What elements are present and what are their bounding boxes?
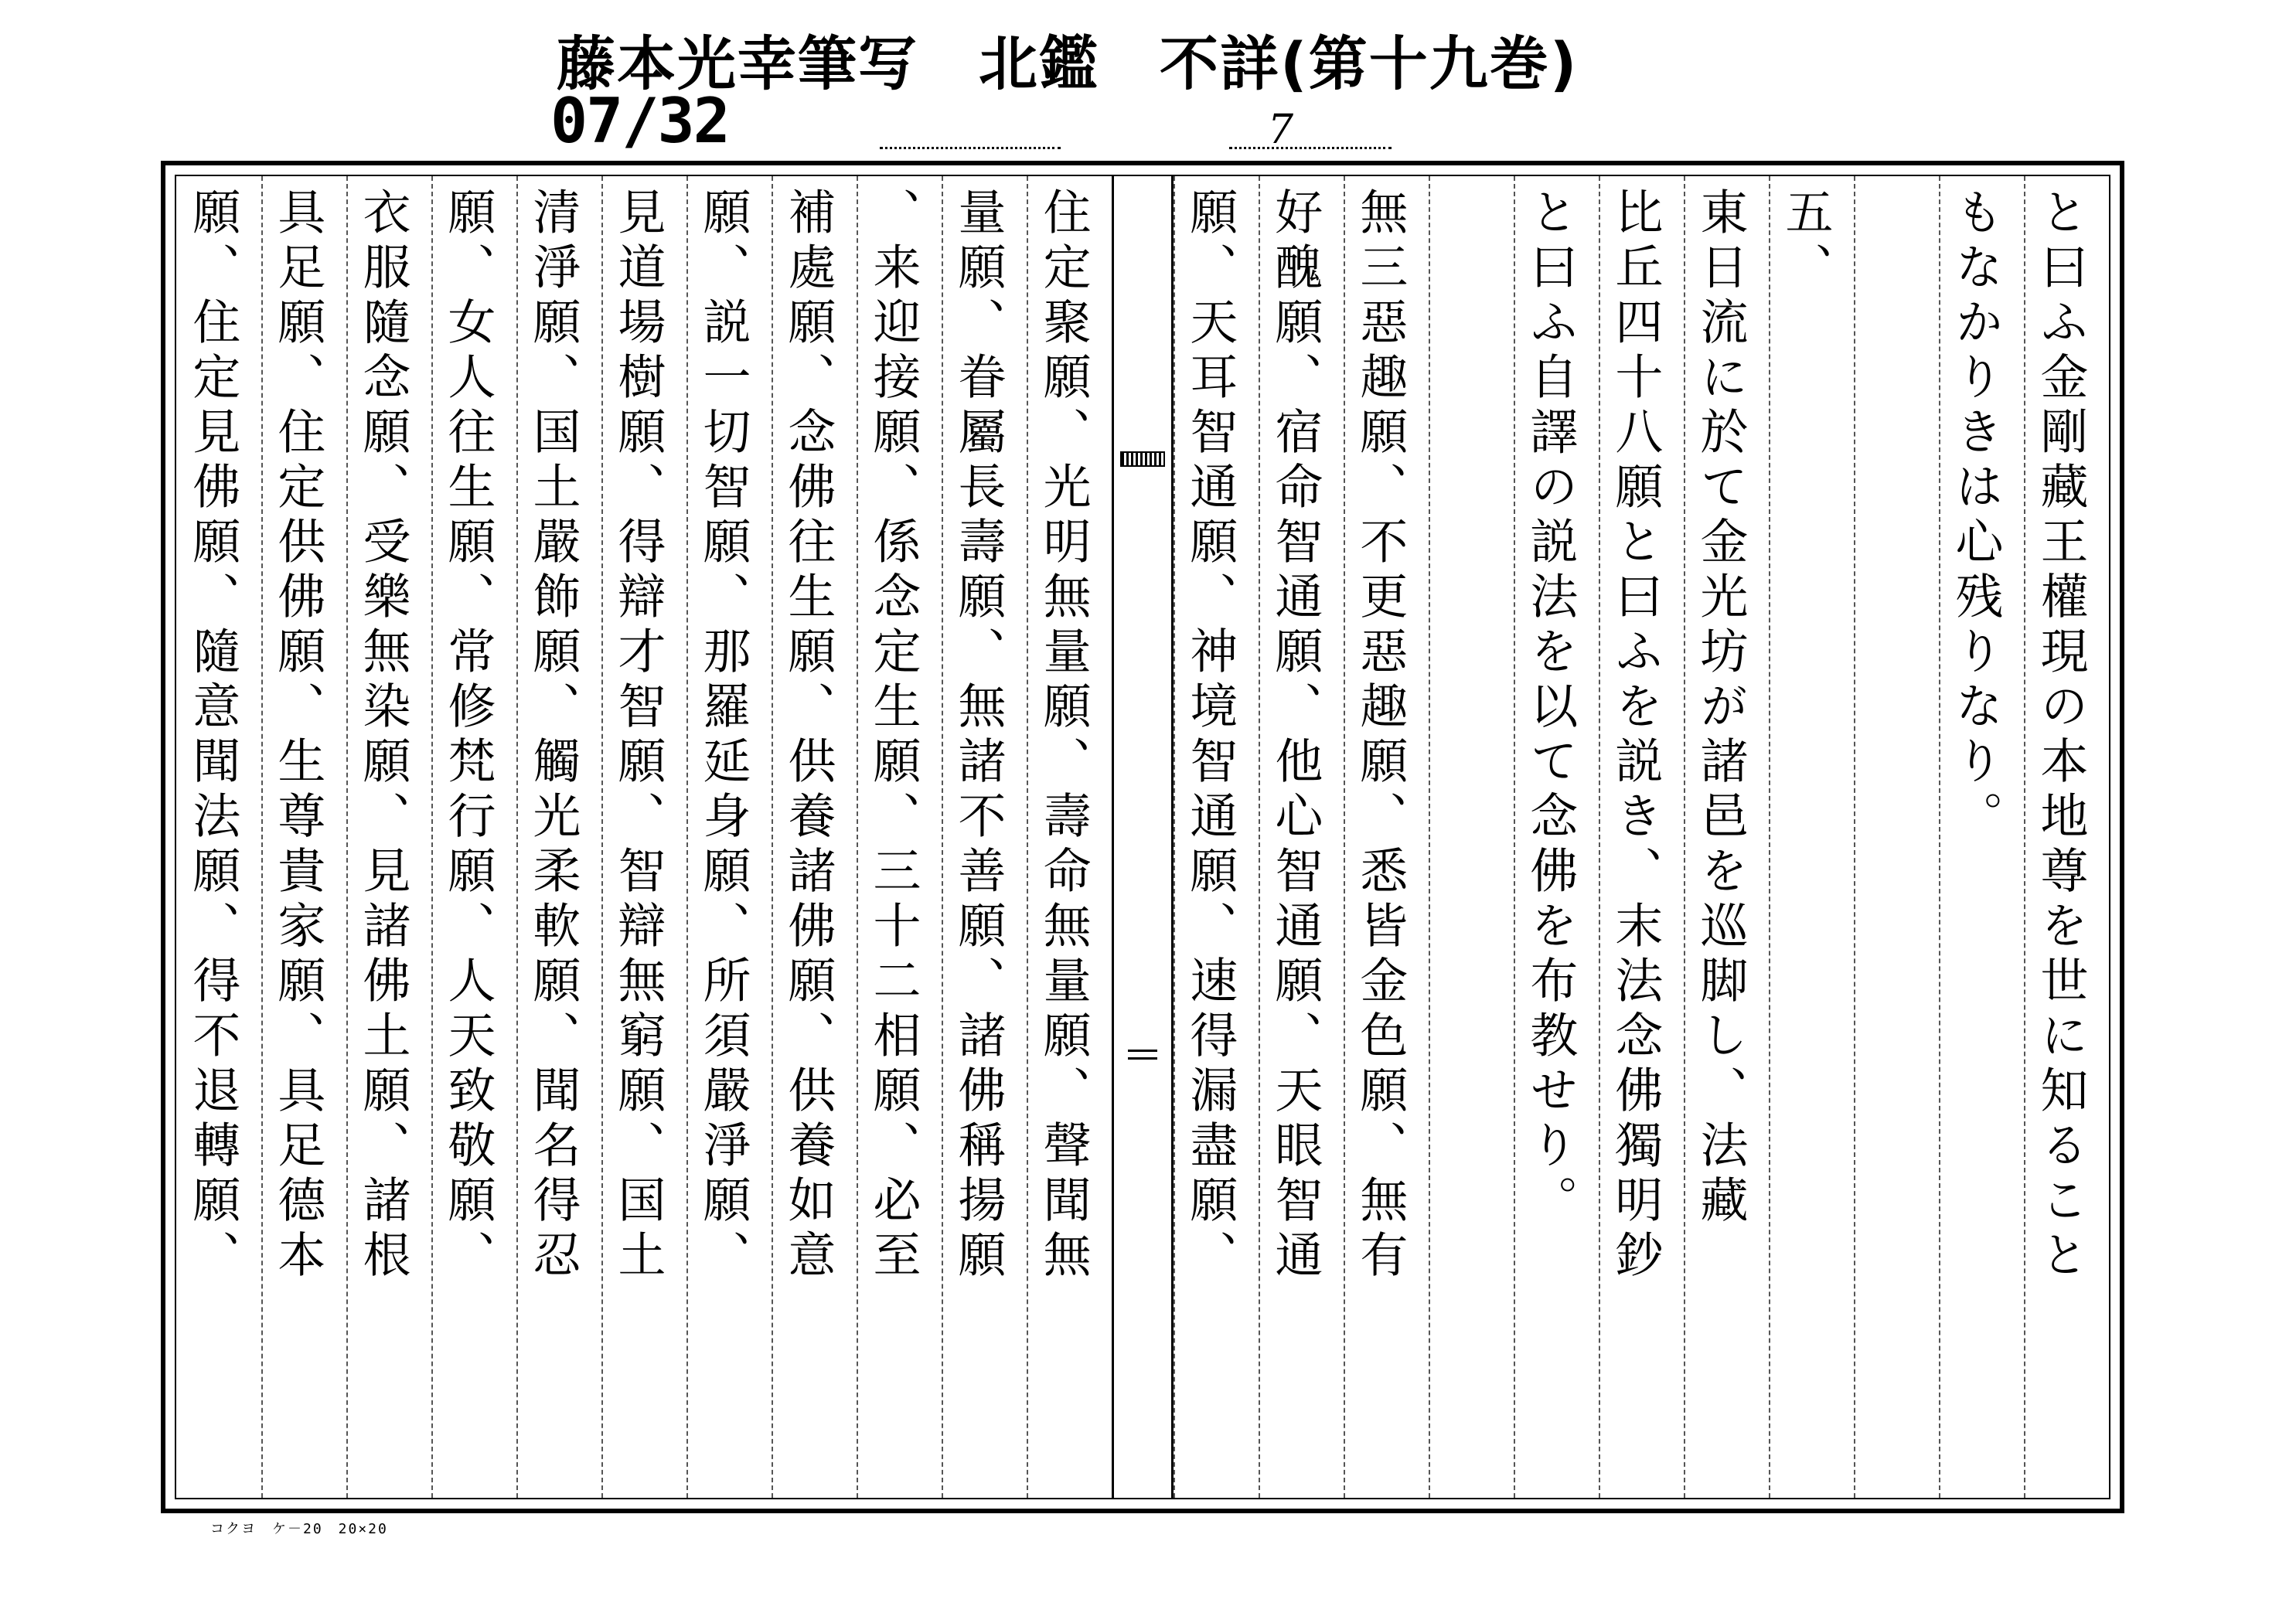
column-text — [1855, 187, 1939, 1498]
column-text: 願、住定見佛願、隨意聞法願、得不退轉願、 — [184, 187, 241, 1284]
center-gutter — [1112, 176, 1174, 1498]
manuscript-column — [176, 176, 261, 1498]
manuscript-column — [1027, 176, 1112, 1498]
gutter-fold-mark — [1120, 451, 1165, 467]
column-text: 無三惡趣願、不更惡趣願、悉皆金色願、無有 — [1351, 187, 1409, 1284]
manuscript-column — [1174, 176, 1259, 1498]
column-text: 補處願、念佛往生願、供養諸佛願、供養如意 — [780, 187, 837, 1284]
manuscript-column — [942, 176, 1027, 1498]
column-text: と曰ふ金剛藏王權現の本地尊を世に知ること — [2032, 187, 2089, 1284]
column-text: 、来迎接願、係念定生願、三十二相願、必至 — [865, 187, 922, 1284]
manuscript-column — [1854, 176, 1939, 1498]
dotted-line-right — [1229, 147, 1392, 149]
gutter-center-rule — [1128, 1050, 1157, 1052]
column-text: 見道場樹願、得辯才智願、智辯無窮願、国土 — [609, 187, 666, 1284]
manuscript-column — [2024, 176, 2109, 1498]
manuscript-column — [857, 176, 942, 1498]
column-text: 量願、眷屬長壽願、無諸不善願、諸佛稱揚願 — [950, 187, 1007, 1284]
page-number: 7 — [1268, 107, 1294, 153]
manuscript-paper — [161, 161, 2124, 1513]
manuscript-column — [516, 176, 601, 1498]
column-text: 願、女人往生願、常修梵行願、人天致敬願、 — [439, 187, 496, 1284]
column-text: 好醜願、宿命智通願、他心智通願、天眼智通 — [1266, 187, 1323, 1284]
column-text: 住定聚願、光明無量願、壽命無量願、聲聞無 — [1035, 187, 1092, 1284]
manuscript-column — [1769, 176, 1854, 1498]
manuscript-column — [1939, 176, 2024, 1498]
paper-maker-stamp: コクヨ ケ－20 20×20 — [210, 1521, 388, 1537]
manuscript-column — [686, 176, 772, 1498]
manuscript-column — [1259, 176, 1344, 1498]
column-text: 五、 — [1777, 187, 1834, 297]
column-text: 具足願、住定供佛願、生尊貴家願、具足德本 — [269, 187, 326, 1284]
manuscript-column — [601, 176, 686, 1498]
manuscript-column — [772, 176, 857, 1498]
column-text — [1430, 187, 1514, 1498]
dotted-line-left — [880, 147, 1061, 149]
column-text: 清淨願、国土嚴飾願、觸光柔軟願、聞名得忍 — [524, 187, 581, 1284]
manuscript-column — [261, 176, 346, 1498]
manuscript-column — [1344, 176, 1429, 1498]
column-text: と曰ふ自譯の説法を以て念佛を布教せり。 — [1521, 187, 1579, 1230]
page-id: 07/32 — [550, 85, 729, 157]
manuscript-column — [346, 176, 431, 1498]
column-text: もなかりきは心残りなり。 — [1947, 187, 2004, 846]
document-title: 藤本光幸筆写 北鑑 不詳(第十九巻) — [557, 29, 1579, 98]
manuscript-column — [1514, 176, 1599, 1498]
column-text: 願、天耳智通願、神境智通願、速得漏盡願、 — [1181, 187, 1238, 1284]
column-text: 願、説一切智願、那羅延身願、所須嚴淨願、 — [695, 187, 751, 1284]
gutter-center-rule — [1128, 1057, 1157, 1060]
manuscript-column — [431, 176, 516, 1498]
manuscript-column — [1429, 176, 1514, 1498]
column-text: 衣服隨念願、受樂無染願、見諸佛土願、諸根 — [354, 187, 411, 1284]
manuscript-column — [1599, 176, 1684, 1498]
column-text: 東日流に於て金光坊が諸邑を巡脚し、法藏 — [1691, 187, 1749, 1230]
manuscript-column — [1684, 176, 1769, 1498]
manuscript-grid — [175, 175, 2110, 1499]
column-text: 比丘四十八願と曰ふを説き、末法念佛獨明鈔 — [1606, 187, 1664, 1284]
